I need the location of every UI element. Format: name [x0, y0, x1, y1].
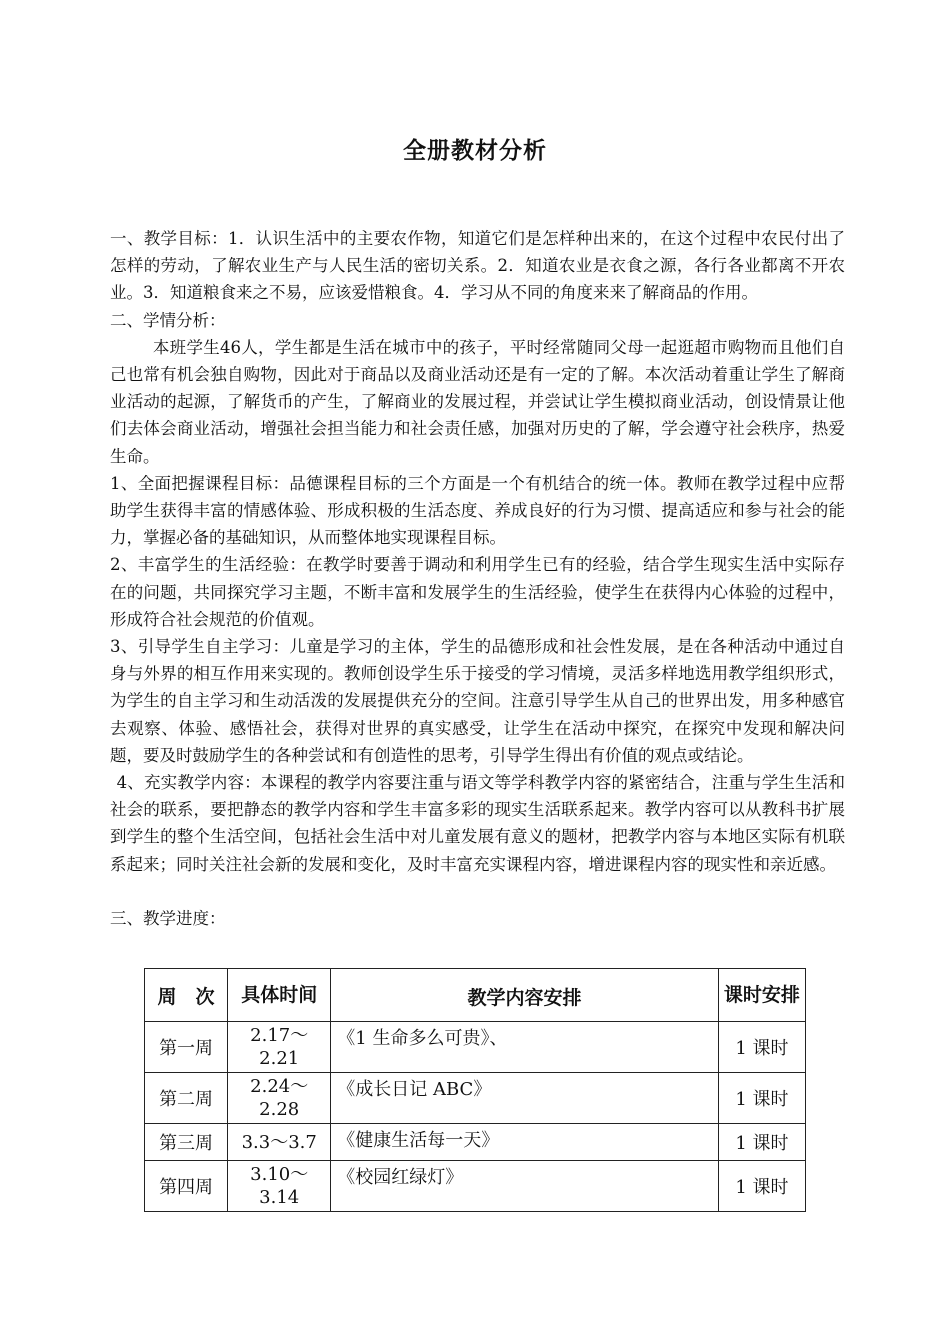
table-row: [145, 1124, 806, 1161]
student-analysis-heading: 二、学情分析：: [110, 310, 226, 330]
table-row: [145, 1161, 806, 1212]
time-end: 2.28: [259, 1099, 300, 1120]
hours-cell: 1 课时: [718, 1161, 805, 1212]
content-cell: 《1 生命多么可贵》、: [331, 1022, 719, 1073]
week-cell: 第一周: [145, 1022, 228, 1073]
content-cell: 《成长日记 ABC》: [331, 1073, 719, 1124]
schedule-header-row: [145, 969, 806, 1022]
time-end: 2.21: [259, 1048, 300, 1069]
page-title: 全册教材分析: [403, 138, 547, 164]
time-end: 3.14: [259, 1187, 300, 1208]
hours-cell: 1 课时: [718, 1124, 805, 1161]
week-cell: 第二周: [145, 1073, 228, 1124]
content-cell: 《校园红绿灯》: [331, 1161, 719, 1212]
time-start: 3.10～: [250, 1164, 309, 1185]
schedule-heading: 三、教学进度：: [110, 908, 226, 928]
point-2-paragraph: 2、丰富学生的生活经验：在教学时要善于调动和利用学生已有的经验，结合学生现实生活中实际存在的问题，共同探究学习主题，不断丰富和发展学生的生活经验，使学生在获得内心体验的过程中，形成符合社会规范的价值观。: [110, 555, 845, 629]
time-cell: 3.3～3.7: [228, 1124, 331, 1161]
point-4-paragraph: 4、充实教学内容：本课程的教学内容要注重与语文等学科教学内容的紧密结合，注重与学生生活和社会的联系，要把静态的教学内容和学生丰富多彩的现实生活联系起来。教学内容可以从教科书扩展到学生的整个生活空间，包括社会生活中对儿童发展有意义的题材，把教学内容与本地区实际有机联系起来；同时关注社会新的发展和变化，及时丰富充实课程内容，增进课程内容的现实性和亲近感。: [110, 773, 845, 874]
hours-cell: 1 课时: [718, 1073, 805, 1124]
table-row: [145, 1022, 806, 1073]
point-1-paragraph: 1、全面把握课程目标：品德课程目标的三个方面是一个有机结合的统一体。教师在教学过程中应帮助学生获得丰富的情感体验、形成积极的生活态度、养成良好的行为习惯、提高适应和参与社会的能力，掌握必备的基础知识，从而整体地实现课程目标。: [110, 473, 845, 548]
time-cell: [228, 1022, 331, 1073]
schedule-table: [144, 968, 806, 1212]
time-start: 2.24～: [250, 1076, 309, 1097]
student-analysis-paragraph: 本班学生46人，学生都是生活在城市中的孩子，平时经常随同父母一起逛超市购物而且他们自己也常有机会独自购物，因此对于商品以及商业活动还是有一定的了解。本次活动着重让学生了解商业活动的起源，了解货币的产生，了解商业的发展过程，并尝试让学生模拟商业活动，创设情景让他们去体会商业活动，增强社会担当能力和社会责任感，加强对历史的了解，学会遵守社会秩序，热爱生命。: [110, 337, 845, 466]
time-cell: [228, 1161, 331, 1212]
header-time: 具体时间: [228, 969, 331, 1022]
hours-cell: 1 课时: [718, 1022, 805, 1073]
week-cell: 第三周: [145, 1124, 228, 1161]
time-start: 2.17～: [250, 1025, 309, 1046]
week-cell: 第四周: [145, 1161, 228, 1212]
header-content: 教学内容安排: [331, 969, 719, 1022]
teaching-goals-paragraph: 一、教学目标：1．认识生活中的主要农作物，知道它们是怎样种出来的，在这个过程中农民付出了怎样的劳动，了解农业生产与人民生活的密切关系。2．知道农业是衣食之源，各行各业都离不开农业。3．知道粮食来之不易，应该爱惜粮食。4．学习从不同的角度来来了解商品的作用。: [110, 229, 845, 303]
point-3-paragraph: 3、引导学生自主学习：儿童是学习的主体，学生的品德形成和社会性发展，是在各种活动中通过自身与外界的相互作用来实现的。教师创设学生乐于接受的学习情境，灵活多样地选用教学组织形式，为学生的自主学习和生动活泼的发展提供充分的空间。注意引导学生从自己的世界出发，用多种感官去观察、体验、感悟社会，获得对世界的真实感受，让学生在活动中探究，在探究中发现和解决问题，要及时鼓励学生的各种尝试和有创造性的思考，引导学生得出有价值的观点或结论。: [110, 637, 845, 765]
header-week: 周 次: [145, 969, 228, 1022]
table-row: [145, 1073, 806, 1124]
time-cell: [228, 1073, 331, 1124]
header-hours: 课时安排: [718, 969, 805, 1022]
content-cell: 《健康生活每一天》: [331, 1124, 719, 1161]
document-body: [110, 225, 845, 932]
